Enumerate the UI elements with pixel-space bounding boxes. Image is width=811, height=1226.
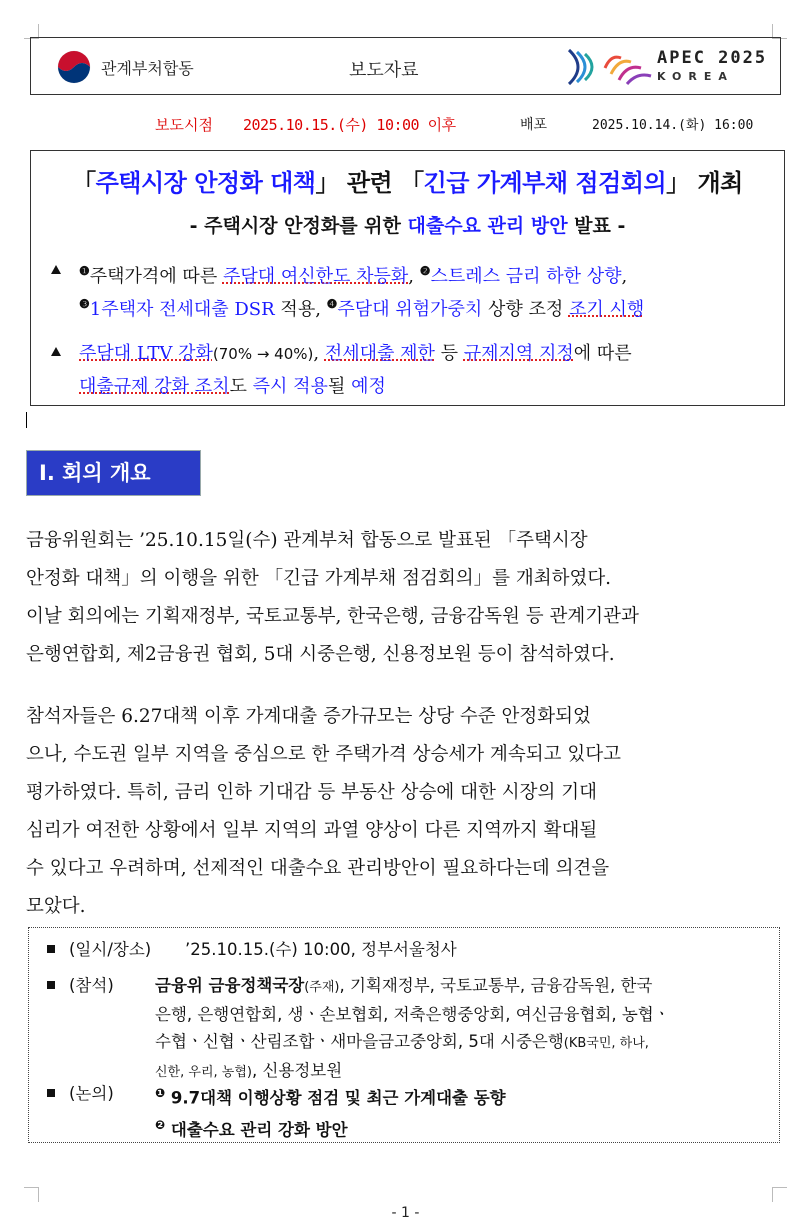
paragraph-line: 은행연합회, 제2금융권 협회, 5대 시중은행, 신용정보원 등이 참석하였다. bbox=[26, 644, 615, 665]
paragraph-line: 으나, 수도권 일부 지역을 중심으로 한 주택가격 상승세가 계속되고 있다고 bbox=[26, 744, 621, 765]
square-bullet-icon bbox=[47, 981, 55, 989]
apec-title: APEC 2025 bbox=[657, 48, 768, 68]
paragraph-2 bbox=[26, 698, 786, 926]
crop-mark-bottom-left bbox=[24, 1187, 39, 1202]
document-type: 보도자료 bbox=[349, 60, 419, 81]
paragraph-line: 심리가 여전한 상황에서 일부 지역의 과열 양상이 다른 지역까지 확대될 bbox=[26, 820, 598, 841]
square-bullet-icon bbox=[47, 945, 55, 953]
subtitle: - 주택시장 안정화를 위한 대출수요 관리 방안 발표 - bbox=[189, 215, 626, 237]
paragraph-line: 안정화 대책」의 이행을 위한 「긴급 가계부채 점검회의」를 개최하였다. bbox=[26, 568, 612, 589]
distribution-label: 배포 bbox=[520, 117, 548, 133]
apec-logo-icon bbox=[565, 44, 655, 90]
government-name: 관계부처합동 bbox=[101, 59, 194, 78]
document-header bbox=[30, 37, 781, 95]
triangle-bullet-icon bbox=[51, 347, 61, 356]
square-bullet-icon bbox=[47, 1089, 55, 1097]
release-time-value: 2025.10.15.(수) 10:00 이후 bbox=[243, 116, 456, 134]
distribution-date: 2025.10.14.(화) 16:00 bbox=[592, 118, 754, 133]
apec-subtitle: KOREA bbox=[657, 70, 734, 83]
paragraph-line: 금융위원회는 ’25.10.15일(수) 관계부처 합동으로 발표된 「주택시장 bbox=[26, 530, 588, 551]
meeting-info-box: (일시/장소) ’25.10.15.(수) 10:00, 정부서울청사 (참석) 금융위 금융정책국장(주재), 기획재정부, 국토교통부, 금융감독원, 한국 은행, 은행연합회, 생ㆍ손보협회, 저축은행중앙회, 여신금융협회, 농협ㆍ 수협ㆍ신협ㆍ산림조합ㆍ새마을금고중앙회, 5대 시중은행(KB국민, 하나, 신한, 우리, 농협), 신용정보원 (논의) $^❶$ 9.7대책 이행상황 점검 및 최근 가계대출 동향 $^❷$ 대출수요 관리 강화 방안 bbox=[28, 927, 780, 1143]
paragraph-line: 참석자들은 6.27대책 이후 가계대출 증가규모는 상당 수준 안정화되었 bbox=[26, 706, 591, 727]
headline-box: 「주택시장 안정화 대책」 관련 「긴급 가계부채 점검회의」 개최 - 주택시장 안정화를 위한 대출수요 관리 방안 발표 - $^❶$주택가격에 따른 주담대 여신한도 차등화, $^❷$스트레스 금리 하한 상향, $^❸$1주택자 전세대출 DSR 적용, $^❹$주담대 위험가중치 상향 조정 조기 시행 주담대 LTV 강화(70% → 40%), 전세대출 제한 등 규제지역 지정에 따른 대출규제 강화 조치도 즉시 적용될 예정 bbox=[30, 150, 785, 406]
paragraph-line: 수 있다고 우려하며, 선제적인 대출수요 관리방안이 필요하다는데 의견을 bbox=[26, 858, 610, 879]
triangle-bullet-icon bbox=[51, 265, 61, 274]
crop-mark-bottom-right bbox=[772, 1187, 787, 1202]
main-title: 「주택시장 안정화 대책」 관련 「긴급 가계부채 점검회의」 개최 bbox=[72, 169, 743, 197]
text-cursor bbox=[26, 412, 27, 428]
section-heading: Ⅰ. 회의 개요 bbox=[26, 450, 201, 496]
paragraph-1 bbox=[26, 522, 786, 674]
government-emblem-icon bbox=[57, 50, 91, 84]
paragraph-line: 평가하였다. 특히, 금리 인하 기대감 등 부동산 상승에 대한 시장의 기대 bbox=[26, 782, 597, 803]
paragraph-line: 이날 회의에는 기획재정부, 국토교통부, 한국은행, 금융감독원 등 관계기관과 bbox=[26, 606, 639, 627]
page-number: - 1 - bbox=[391, 1205, 420, 1221]
paragraph-line: 모았다. bbox=[26, 896, 86, 917]
release-time-label: 보도시점 bbox=[155, 116, 213, 134]
